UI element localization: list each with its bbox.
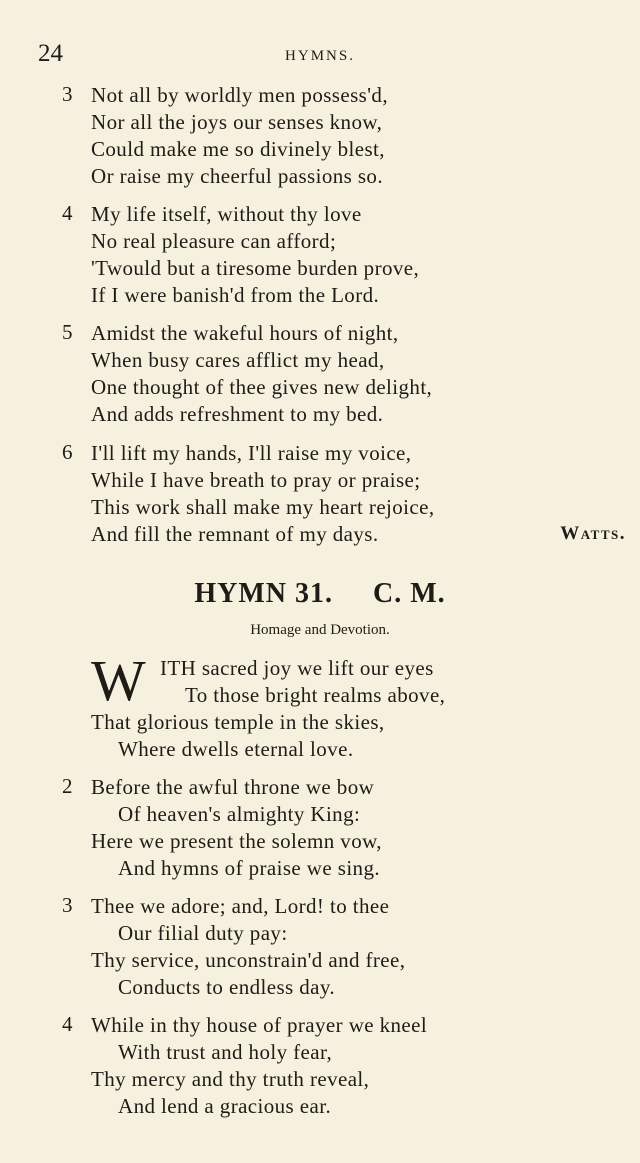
verse-line: Thy service, unconstrain'd and free, [91,948,406,972]
verse-line: That glorious temple in the skies, [91,710,385,734]
verse-line: And adds refreshment to my bed. [91,402,384,426]
verse-line: With trust and holy fear, [118,1040,333,1064]
verse-line: My life itself, without thy love [91,202,362,226]
verse-line: Before the awful throne we bow [91,775,375,799]
hymn-subtitle: Homage and Devotion. [250,622,390,638]
stanza-number: 3 [62,893,73,917]
hymn-title [0,578,640,610]
verse-line: Conducts to endless day. [118,975,336,999]
verse-line: Thee we adore; and, Lord! to thee [91,894,390,918]
verse-line: While I have breath to pray or praise; [91,468,421,492]
verse-line: Not all by worldly men possess'd, [91,83,388,107]
verse-line: Nor all the joys our senses know, [91,110,383,134]
page-header [0,40,640,70]
verse-line: If I were banish'd from the Lord. [91,283,380,307]
drop-cap: W [91,648,146,713]
stanza-number: 3 [62,82,73,106]
stanza-number: 4 [62,201,73,225]
verse-line: One thought of thee gives new delight, [91,375,433,399]
page-number: 24 [38,40,63,67]
running-head: HYMNS. [285,48,355,64]
verse-line: To those bright realms above, [185,683,446,707]
stanza-number: 6 [62,440,73,464]
stanza-number: 2 [62,774,73,798]
verse-line: No real pleasure can afford; [91,229,337,253]
verse-line: While in thy house of prayer we kneel [91,1013,428,1037]
verse-line: I'll lift my hands, I'll raise my voice, [91,441,412,465]
verse-line: Of heaven's almighty King: [118,802,361,826]
verse-line: Or raise my cheerful passions so. [91,164,383,188]
verse-line: ITH sacred joy we lift our eyes [160,656,434,680]
verse-line: Thy mercy and thy truth reveal, [91,1067,370,1091]
verse-line: 'Twould but a tiresome burden prove, [91,256,420,280]
verse-line: Our filial duty pay: [118,921,288,945]
verse-line: When busy cares afflict my head, [91,348,385,372]
verse-line: And lend a gracious ear. [118,1094,332,1118]
verse-line: Could make me so divinely blest, [91,137,385,161]
stanza-number: 4 [62,1012,73,1036]
verse-line: This work shall make my heart rejoice, [91,495,435,519]
verse-line: Where dwells eternal love. [118,737,354,761]
verse-line: Here we present the solemn vow, [91,829,382,853]
verse-line: And hymns of praise we sing. [118,856,381,880]
hymn-meter: C. M. [373,578,446,609]
stanza-number: 5 [62,320,73,344]
verse-line: And fill the remnant of my days. [91,522,379,546]
author-attribution: Watts. [560,523,626,544]
verse-line: Amidst the wakeful hours of night, [91,321,399,345]
hymn-number: HYMN 31. [194,578,333,609]
